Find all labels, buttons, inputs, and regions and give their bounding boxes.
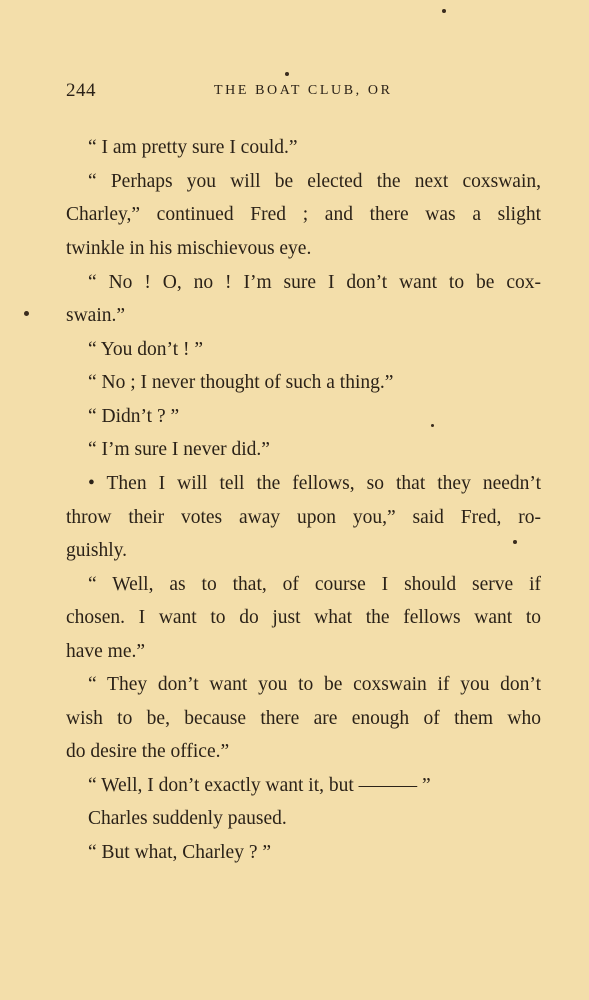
text-line: Charley,” continued Fred ; and there was a slight bbox=[66, 204, 541, 225]
text-line: “ Perhaps you will be elected the next coxswain, bbox=[88, 171, 541, 192]
text-line: have me.” bbox=[66, 641, 146, 662]
ink-speck bbox=[24, 311, 29, 316]
text-line: chosen. I want to do just what the fellows want to bbox=[66, 607, 541, 628]
text-line: • Then I will tell the fellows, so that they needn’t bbox=[88, 473, 541, 494]
text-line: Charles suddenly paused. bbox=[88, 808, 287, 829]
text-line: “ Well, as to that, of course I should serve if bbox=[88, 574, 541, 595]
text-line: “ Didn’t ? ” bbox=[88, 406, 180, 427]
text-line: “ I am pretty sure I could.” bbox=[88, 137, 298, 158]
text-line: wish to be, because there are enough of them who bbox=[66, 708, 541, 729]
text-line: guishly. bbox=[66, 540, 128, 561]
text-line: throw their votes away upon you,” said Fred, ro- bbox=[66, 507, 541, 528]
text-line: “ No ; I never thought of such a thing.” bbox=[88, 372, 394, 393]
ink-speck bbox=[442, 9, 446, 13]
ink-speck bbox=[513, 540, 517, 544]
text-line: “ They don’t want you to be coxswain if you don’t bbox=[88, 674, 541, 695]
running-head: THE BOAT CLUB, OR bbox=[214, 83, 393, 98]
text-line: “ I’m sure I never did.” bbox=[88, 439, 270, 460]
text-line: “ No ! O, no ! I’m sure I don’t want to be cox- bbox=[88, 272, 541, 293]
page-header bbox=[66, 80, 544, 104]
page-number: 244 bbox=[66, 80, 96, 101]
text-line: do desire the office.” bbox=[66, 741, 230, 762]
text-line: “ But what, Charley ? ” bbox=[88, 842, 272, 863]
text-line: twinkle in his mischievous eye. bbox=[66, 238, 312, 259]
ink-speck bbox=[285, 72, 289, 76]
text-line: “ Well, I don’t exactly want it, but ——— ” bbox=[88, 775, 431, 796]
text-line: swain.” bbox=[66, 305, 126, 326]
text-line: “ You don’t ! ” bbox=[88, 339, 204, 360]
ink-speck bbox=[431, 424, 434, 427]
